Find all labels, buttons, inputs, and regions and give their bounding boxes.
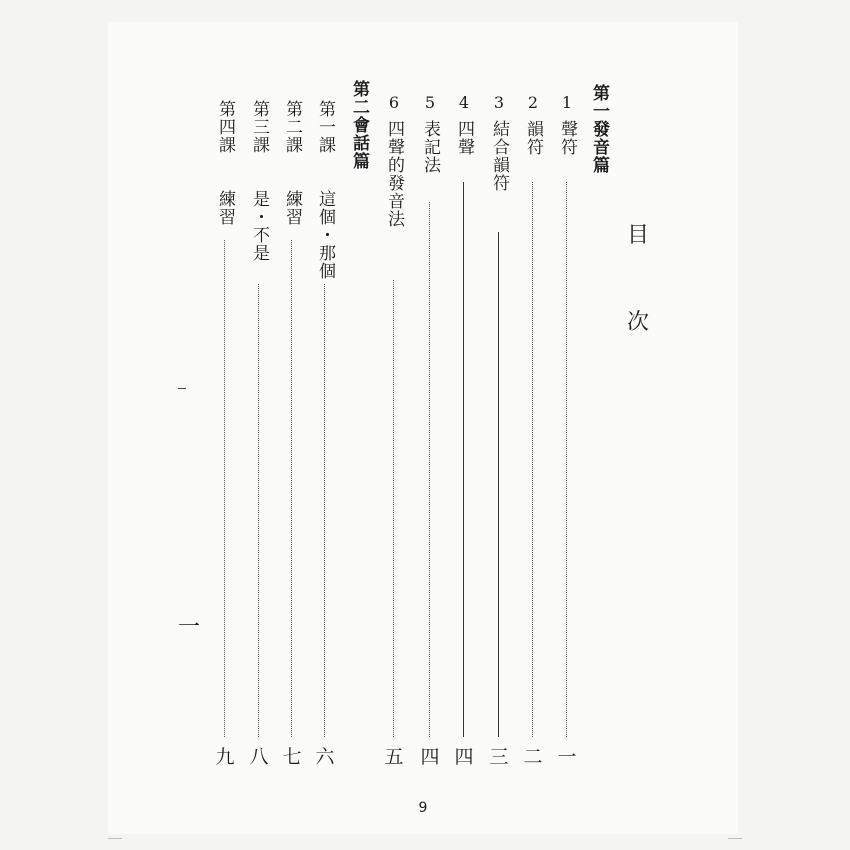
lesson-topic: 練習: [282, 190, 302, 226]
dot-leader: [498, 232, 499, 737]
entry-page: 一: [557, 746, 577, 768]
toc-entry: [451, 22, 477, 834]
lesson-topic: 練習: [215, 190, 235, 226]
dot-leader: [224, 240, 225, 737]
entry-page: 五: [384, 746, 404, 768]
lesson-label: 第三課: [249, 100, 269, 154]
margin-section-mark: 一: [178, 615, 201, 640]
lesson-label: 第二課: [282, 100, 302, 154]
toc-entry: [554, 22, 580, 834]
entry-label: 表記法: [420, 120, 440, 174]
crop-mark: [108, 838, 122, 839]
entry-page: 七: [282, 746, 302, 768]
dot-leader: [393, 280, 394, 737]
entry-label: 韻符: [523, 120, 543, 156]
crop-mark: [728, 838, 742, 839]
entry-number: 3: [493, 93, 505, 112]
entry-number: 1: [561, 93, 573, 112]
toc-entry: [486, 22, 512, 834]
entry-page: 二: [523, 746, 543, 768]
title-char-mu: 目: [626, 223, 649, 248]
entry-number: 2: [527, 93, 539, 112]
lesson-label: 第四課: [215, 100, 235, 154]
entry-label: 結合韻符: [489, 120, 509, 192]
dot-leader: [463, 182, 464, 737]
dot-leader: [429, 202, 430, 737]
entry-page: 四: [454, 746, 474, 768]
lesson-topic: 是・不是: [249, 190, 269, 262]
toc-entry: [312, 22, 338, 834]
entry-page: 九: [215, 746, 235, 768]
lesson-topic: 這個・那個: [315, 190, 335, 280]
entry-page: 四: [420, 746, 440, 768]
dot-leader: [324, 284, 325, 737]
entry-page: 三: [489, 746, 509, 768]
dot-leader: [532, 182, 533, 737]
toc-entry: [279, 22, 305, 834]
entry-number: 4: [458, 93, 470, 112]
toc-title: [618, 218, 658, 336]
toc-entry: [417, 22, 443, 834]
part1-heading-column: [586, 22, 612, 834]
page-number: 9: [418, 800, 428, 816]
dot-leader: [566, 182, 567, 737]
entry-page: 六: [315, 746, 335, 768]
entry-number: 6: [388, 93, 400, 112]
margin-tick: [178, 388, 186, 389]
part2-heading-column: [346, 22, 372, 834]
lesson-label: 第一課: [315, 100, 335, 154]
toc-entry: [212, 22, 238, 834]
entry-label: 四聲: [454, 120, 474, 156]
toc-entry: [381, 22, 407, 834]
toc-entry: [520, 22, 546, 834]
dot-leader: [291, 240, 292, 737]
part1-heading: 第一發音篇: [589, 84, 609, 174]
entry-label: 四聲的發音法: [384, 120, 404, 228]
entry-number: 5: [424, 93, 436, 112]
entry-label: 聲符: [557, 120, 577, 156]
part2-heading: 第二會話篇: [349, 80, 369, 170]
toc-page: [108, 22, 738, 834]
title-char-ci: 次: [626, 310, 649, 335]
toc-entry: [246, 22, 272, 834]
entry-page: 八: [249, 746, 269, 768]
dot-leader: [258, 284, 259, 737]
